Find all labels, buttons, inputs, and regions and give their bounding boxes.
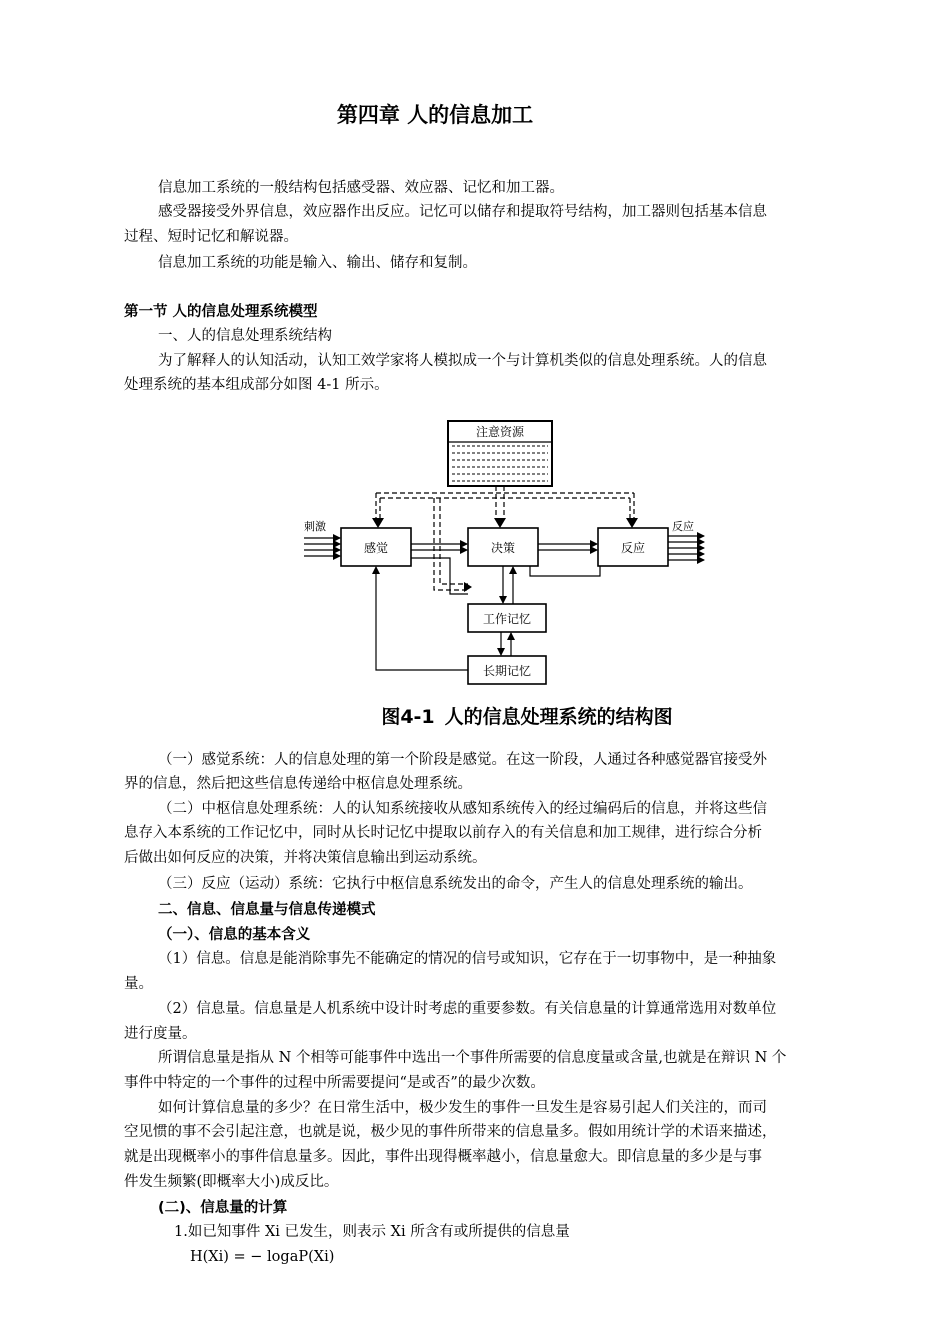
paragraph-line: 后做出如何反应的决策，并将决策信息输出到运动系统。: [124, 850, 487, 866]
response-label: 反应: [620, 541, 646, 555]
perception-to-decision-arrows: [411, 544, 467, 550]
long-term-memory-box: [468, 656, 546, 684]
response-output-label: 反应: [672, 520, 694, 533]
decision-to-response-arrows: [538, 544, 597, 550]
figure-caption-text: 人的信息处理系统的结构图: [444, 706, 673, 728]
paragraph-line: 处理系统的基本组成部分如图 4-1 所示。: [124, 377, 389, 393]
subsection-heading: 一、人的信息处理系统结构: [158, 328, 332, 344]
information-processing-diagram: [300, 408, 710, 690]
paragraph-line: 进行度量。: [124, 1026, 197, 1042]
paragraph-line: 空见惯的事不会引起注意，也就是说，极少见的事件所带来的信息量多。假如用统计学的术语来描述，: [124, 1124, 777, 1140]
chapter-title: 第四章 人的信息加工: [336, 103, 534, 127]
long-term-memory-label: 长期记忆: [482, 664, 532, 678]
paragraph-line: 事件中特定的一个事件的过程中所需要提问“是或否”的最少次数。: [124, 1075, 545, 1091]
section-heading: 二、信息、信息量与信息传递模式: [158, 902, 376, 918]
paragraph-line: 如何计算信息量的多少？在日常生活中，极少发生的事件一旦发生是容易引起人们关注的，而司: [158, 1100, 767, 1116]
paragraph-line: 息存入本系统的工作记忆中，同时从长时记忆中提取以前存入的有关信息和加工规律，进行综合分析: [124, 825, 762, 841]
decision-label: 决策: [490, 541, 516, 555]
perception-box: [341, 528, 411, 566]
figure-caption: [0, 702, 950, 729]
intro-line-2: 感受器接受外界信息，效应器作出反应。记忆可以储存和提取符号结构，加工器则包括基本信息: [158, 204, 767, 220]
intro-line-1: 信息加工系统的一般结构包括感受器、效应器、记忆和加工器。: [158, 180, 564, 196]
paragraph-line: 为了解释人的认知活动，认知工效学家将人模拟成一个与计算机类似的信息处理系统。人的信息: [158, 353, 767, 369]
decision-box: [468, 528, 538, 566]
paragraph-line: 量。: [124, 976, 153, 992]
working-memory-box: [468, 604, 546, 632]
paragraph-line: （2）信息量。信息量是人机系统中设计时考虑的重要参数。有关信息量的计算通常选用对数单位: [158, 1001, 777, 1017]
paragraph-line: （一）感觉系统：人的信息处理的第一个阶段是感觉。在这一阶段，人通过各种感觉器官接受外: [158, 752, 767, 768]
stimulus-arrows: [304, 538, 340, 556]
paragraph-line: 所谓信息量是指从 N 个相等可能事件中选出一个事件所需要的信息度量或含量,也就是在辩识 N 个: [158, 1050, 787, 1066]
stimulus-label: 刺激: [304, 520, 326, 533]
perception-label: 感觉: [363, 541, 389, 555]
section-heading: 第一节 人的信息处理系统模型: [124, 304, 318, 320]
paragraph-line: （三）反应（运动）系统：它执行中枢信息系统发出的命令，产生人的信息处理系统的输出。: [158, 876, 753, 892]
paragraph-line: 界的信息，然后把这些信息传递给中枢信息处理系统。: [124, 776, 472, 792]
intro-line-4: 信息加工系统的功能是输入、输出、储存和复制。: [158, 255, 477, 271]
response-box: [598, 528, 668, 566]
subsection-heading: （一）、信息的基本含义: [158, 927, 311, 943]
attention-resource-box: [448, 421, 552, 486]
figure-caption-number: 图4-1: [381, 706, 435, 728]
paragraph-line: （二）中枢信息处理系统：人的认知系统接收从感知系统传入的经过编码后的信息，并将这些信: [158, 801, 767, 817]
attention-label: 注意资源: [475, 425, 525, 439]
subsection-heading: (二)、信息量的计算: [158, 1200, 288, 1216]
paragraph-line: 就是出现概率小的事件信息量多。因此，事件出现得概率越小，信息量愈大。即信息量的多少是与事: [124, 1149, 762, 1165]
intro-line-3: 过程、短时记忆和解说器。: [124, 229, 298, 245]
paragraph-line: 件发生频繁(即概率大小)成反比。: [124, 1174, 339, 1190]
response-output-arrows: [668, 536, 704, 560]
paragraph-line: （1）信息。信息是能消除事先不能确定的情况的信号或知识，它存在于一切事物中，是一种抽象: [158, 951, 777, 967]
working-memory-label: 工作记忆: [482, 612, 532, 626]
paragraph-line: 1.如已知事件 Xi 已发生，则表示 Xi 所含有或所提供的信息量: [174, 1224, 570, 1240]
formula: H(Xi) = − logaP(Xi): [190, 1249, 335, 1265]
